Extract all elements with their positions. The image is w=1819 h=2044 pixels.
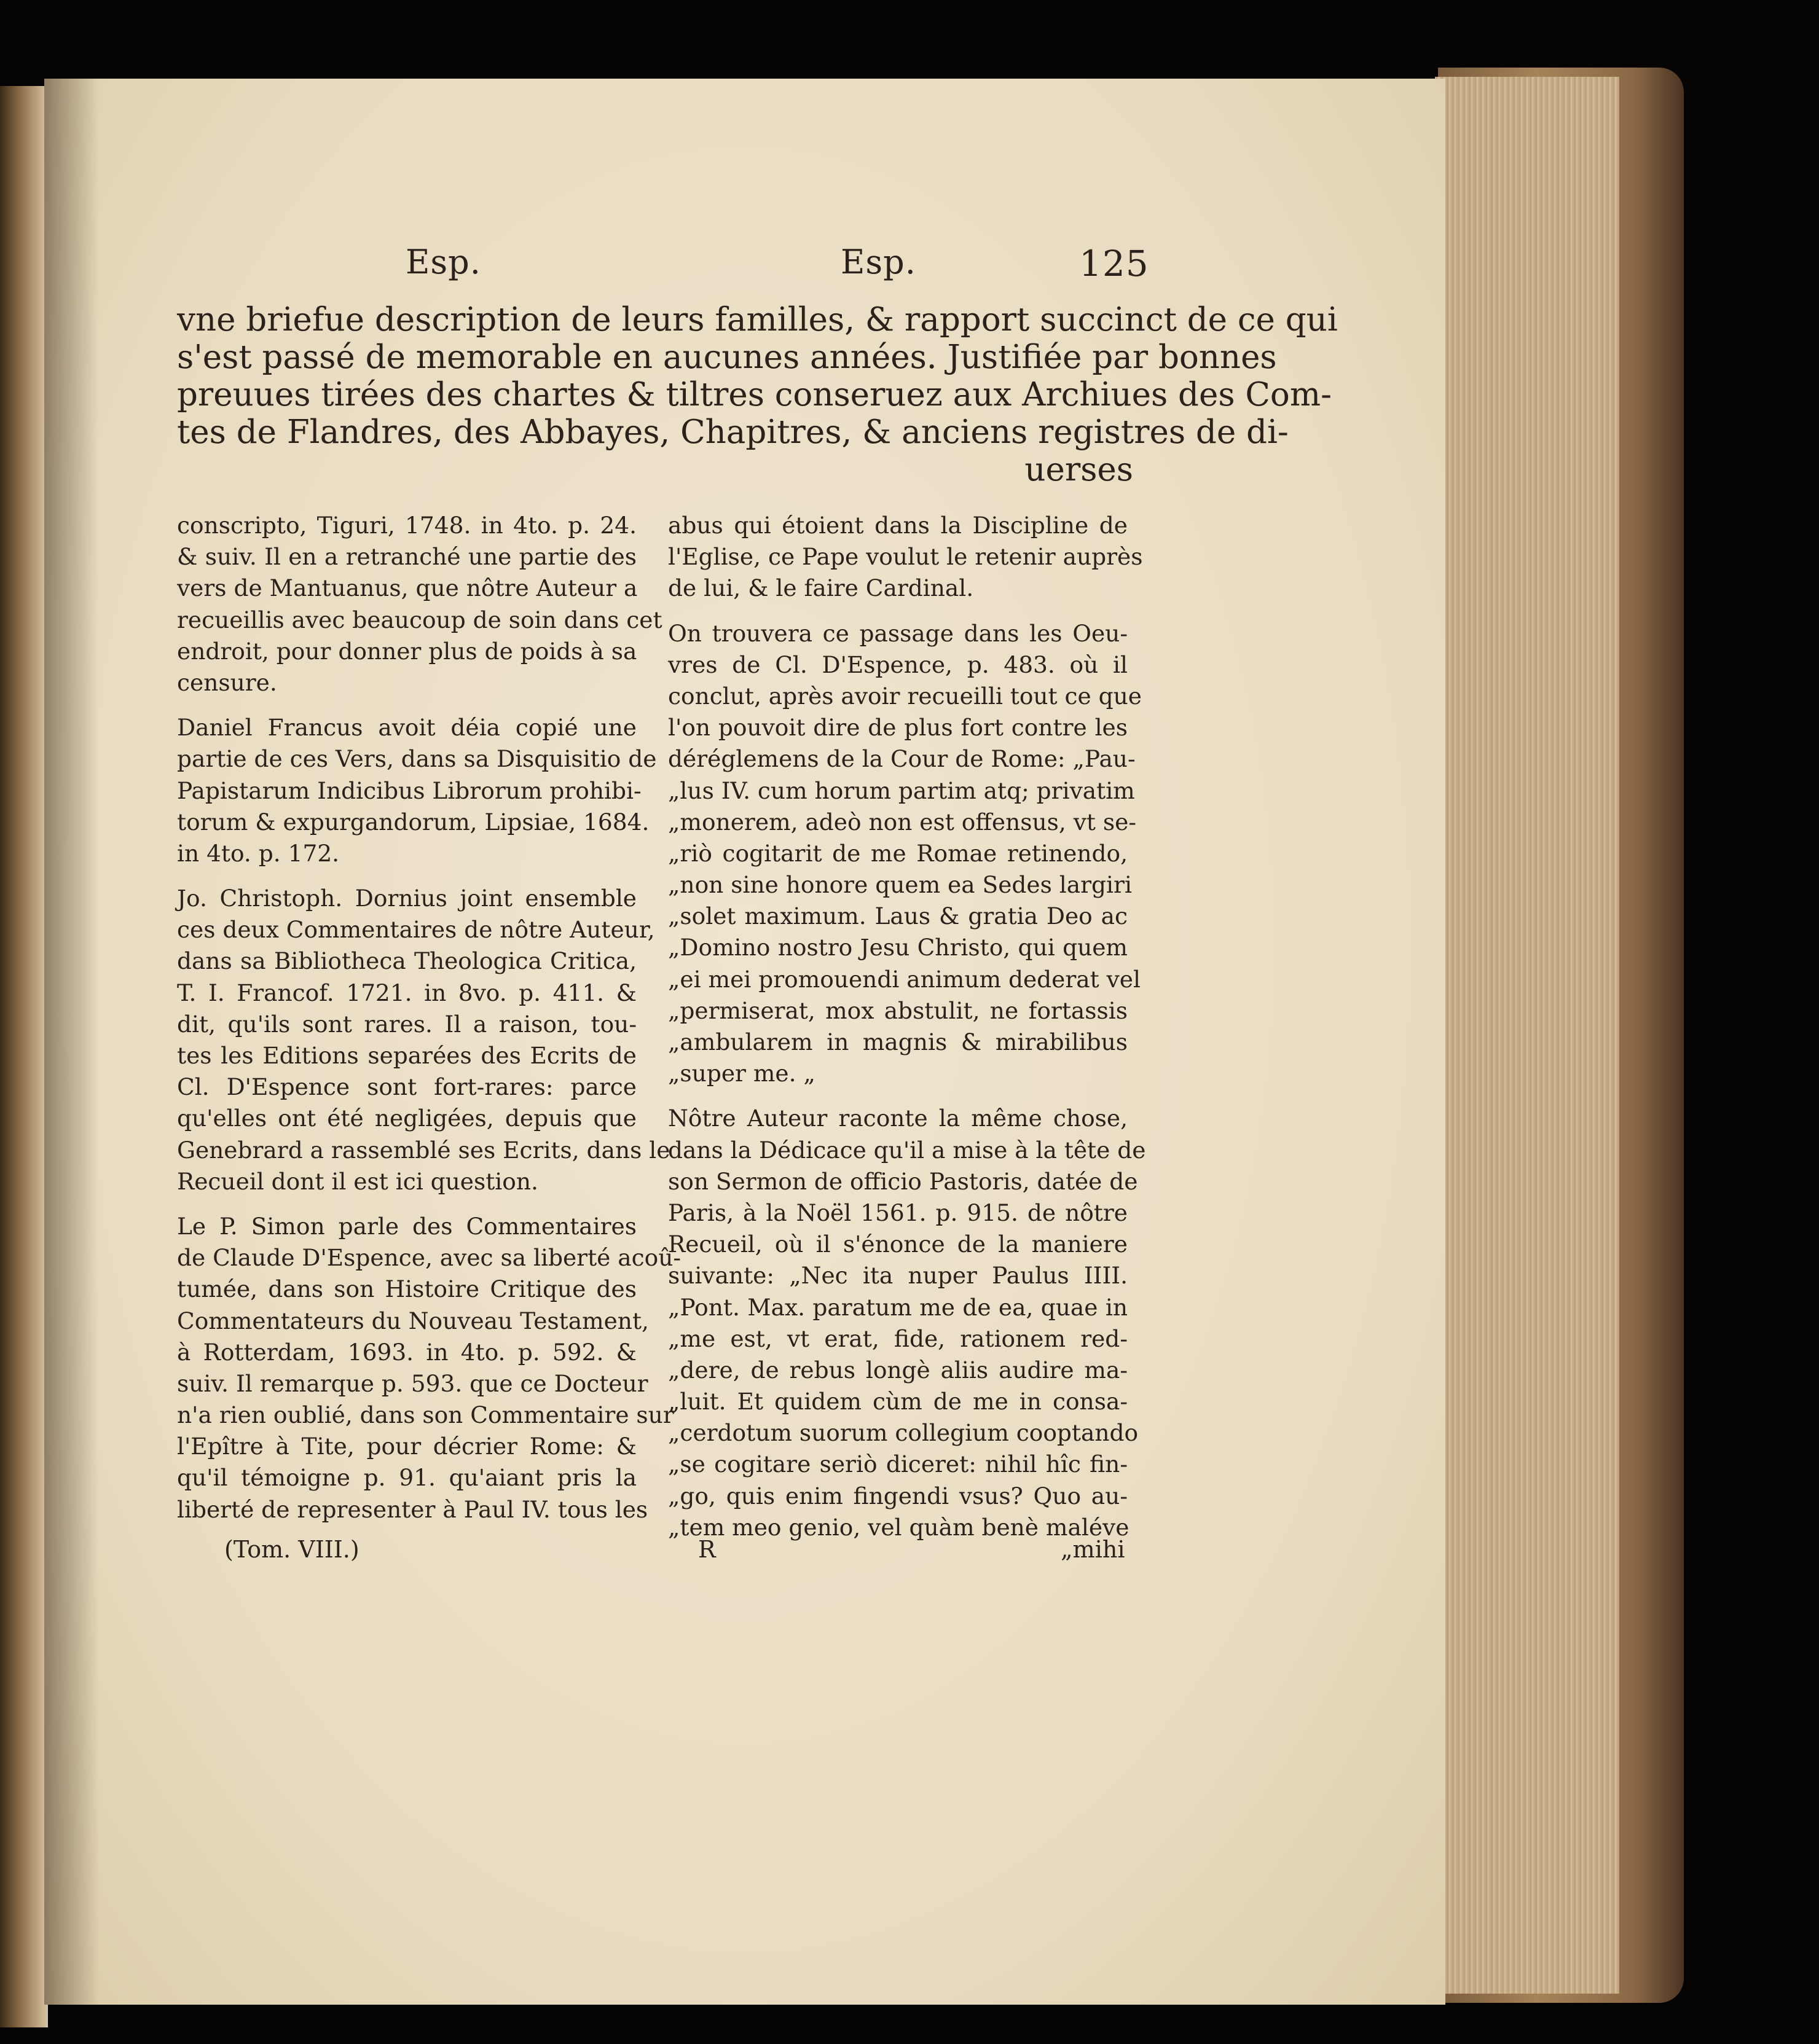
text-line: „riò cogitarit de me Romae retinendo, [668,839,1128,867]
text-line: recueillis avec beaucoup de soin dans cet [177,606,662,633]
paragraph [668,618,1142,1090]
text-line: son Sermon de officio Pastoris, datée de [668,1167,1138,1195]
text-line: l'Epître à Tite, pour décrier Rome: & [177,1433,637,1460]
page-block-edges [1435,77,1619,1994]
text-line: „solet maximum. Laus & gratia Deo ac [668,903,1128,930]
text-line: Nôtre Auteur raconte la même chose, [668,1105,1128,1132]
text-line: „lus IV. cum horum partim atq; privatim [668,777,1135,804]
paragraph [177,883,670,1197]
text-line: qu'elles ont été negligées, depuis que [177,1105,637,1132]
paragraph [668,510,1143,605]
text-line: Genebrard a rassemblé ses Ecrits, dans le [177,1136,670,1164]
show-through-title-block [177,301,1338,488]
title-line: preuues tirées des chartes & tiltres conseruez aux Archiues des Com- [177,376,1332,413]
text-line: de lui, & le faire Cardinal. [668,574,974,602]
text-line: T. I. Francof. 1721. in 8vo. p. 411. & [177,979,637,1006]
text-line: dans sa Bibliotheca Theologica Critica, [177,947,637,975]
text-line: endroit, pour donner plus de poids à sa [177,637,637,665]
facing-page-edge [0,86,48,2027]
text-line: tumée, dans son Histoire Critique des [177,1275,637,1303]
text-line: l'Eglise, ce Pape voulut le retenir auprès [668,543,1143,571]
text-line: suivante: „Nec ita nuper Paulus IIII. [668,1262,1128,1290]
title-line: vne briefue description de leurs familles, & rapport succinct de ce qui [177,301,1338,339]
right-column [668,510,1146,1543]
text-line: qu'il témoigne p. 91. qu'aiant pris la [177,1464,637,1492]
text-line: „ambularem in magnis & mirabilibus [668,1028,1128,1055]
text-line: de Claude D'Espence, avec sa liberté acoû- [177,1244,682,1272]
text-line: „permiserat, mox abstulit, ne fortassis [668,997,1128,1024]
text-line: Recueil dont il est ici question. [177,1167,538,1195]
paragraph [177,1211,682,1525]
text-line: n'a rien oublié, dans son Commentaire sur [177,1401,674,1429]
text-line: Recueil, où il s'énonce de la maniere [668,1231,1128,1258]
text-line: censure. [177,668,277,696]
text-line: Cl. D'Espence sont fort-rares: parce [177,1073,637,1101]
text-line: „Domino nostro Jesu Christo, qui quem [668,934,1128,961]
volume-marker: (Tom. VIII.) [224,1536,359,1563]
text-line: abus qui étoient dans la Discipline de [668,512,1128,539]
text-line: partie de ces Vers, dans sa Disquisitio de [177,745,657,773]
text-line: Commentateurs du Nouveau Testament, [177,1307,649,1334]
title-line: s'est passé de memorable en aucunes années. Justifiée par bonnes [177,339,1277,376]
text-line: ces deux Commentaires de nôtre Auteur, [177,916,655,944]
text-line: torum & expurgandorum, Lipsiae, 1684. [177,808,650,836]
text-line: dans la Dédicace qu'il a mise à la tête de [668,1136,1146,1164]
page-gutter-shadow [44,79,100,2005]
paragraph [177,712,657,869]
paragraph [668,1103,1146,1543]
text-line: „go, quis enim fingendi vsus? Quo au- [668,1482,1128,1510]
text-line: liberté de representer à Paul IV. tous les [177,1495,648,1523]
text-line: in 4to. p. 172. [177,839,340,867]
text-line: „ei mei promouendi animum dederat vel [668,965,1141,993]
text-line: „me est, vt erat, fide, rationem red- [668,1325,1128,1352]
text-line: „monerem, adeò non est offensus, vt se- [668,808,1137,836]
text-line: vres de Cl. D'Espence, p. 483. où il [668,651,1128,678]
signature-mark: R [698,1536,716,1563]
text-line: déréglemens de la Cour de Rome: „Pau- [668,745,1136,773]
text-line: l'on pouvoit dire de plus fort contre les [668,714,1128,742]
text-line: à Rotterdam, 1693. in 4to. p. 592. & [177,1338,637,1366]
text-line: „luit. Et quidem cùm de me in consa- [668,1388,1128,1416]
text-line: „non sine honore quem ea Sedes largiri [668,871,1132,899]
title-line: uerses [1024,451,1133,488]
running-head-center: Esp. [841,243,916,281]
text-line: conclut, après avoir recueilli tout ce que [668,682,1142,710]
text-line: vers de Mantuanus, que nôtre Auteur a [177,574,638,602]
text-line: Jo. Christoph. Dornius joint ensemble [177,885,637,912]
text-line: suiv. Il remarque p. 593. que ce Docteur [177,1369,648,1397]
text-line: „tem meo genio, vel quàm benè maléve [668,1513,1130,1541]
text-line: conscripto, Tiguri, 1748. in 4to. p. 24. [177,512,637,539]
text-line: „dere, de rebus longè aliis audire ma- [668,1356,1128,1384]
text-line: tes les Editions separées des Ecrits de [177,1042,637,1069]
text-line: dit, qu'ils sont rares. Il a raison, tou- [177,1010,637,1038]
text-line: & suiv. Il en a retranché une partie des [177,543,637,571]
catchword: „mihi [1061,1536,1125,1563]
text-line: „se cogitare seriò diceret: nihil hîc fin- [668,1451,1128,1478]
text-line: „super me. „ [668,1060,815,1087]
left-column [177,510,682,1525]
text-line: „Pont. Max. paratum me de ea, quae in [668,1293,1128,1321]
text-line: Le P. Simon parle des Commentaires [177,1212,637,1240]
text-line: Papistarum Indicibus Librorum prohibi- [177,777,642,804]
text-line: Daniel Francus avoit déia copié une [177,714,637,742]
text-line: „cerdotum suorum collegium cooptando [668,1419,1139,1447]
page-number: 125 [1079,243,1149,284]
running-head-left: Esp. [406,243,481,281]
title-line: tes de Flandres, des Abbayes, Chapitres, & anciens registres de di- [177,413,1289,451]
text-line: Paris, à la Noël 1561. p. 915. de nôtre [668,1199,1128,1226]
text-line: On trouvera ce passage dans les Oeu- [668,619,1128,647]
paragraph [177,510,662,699]
